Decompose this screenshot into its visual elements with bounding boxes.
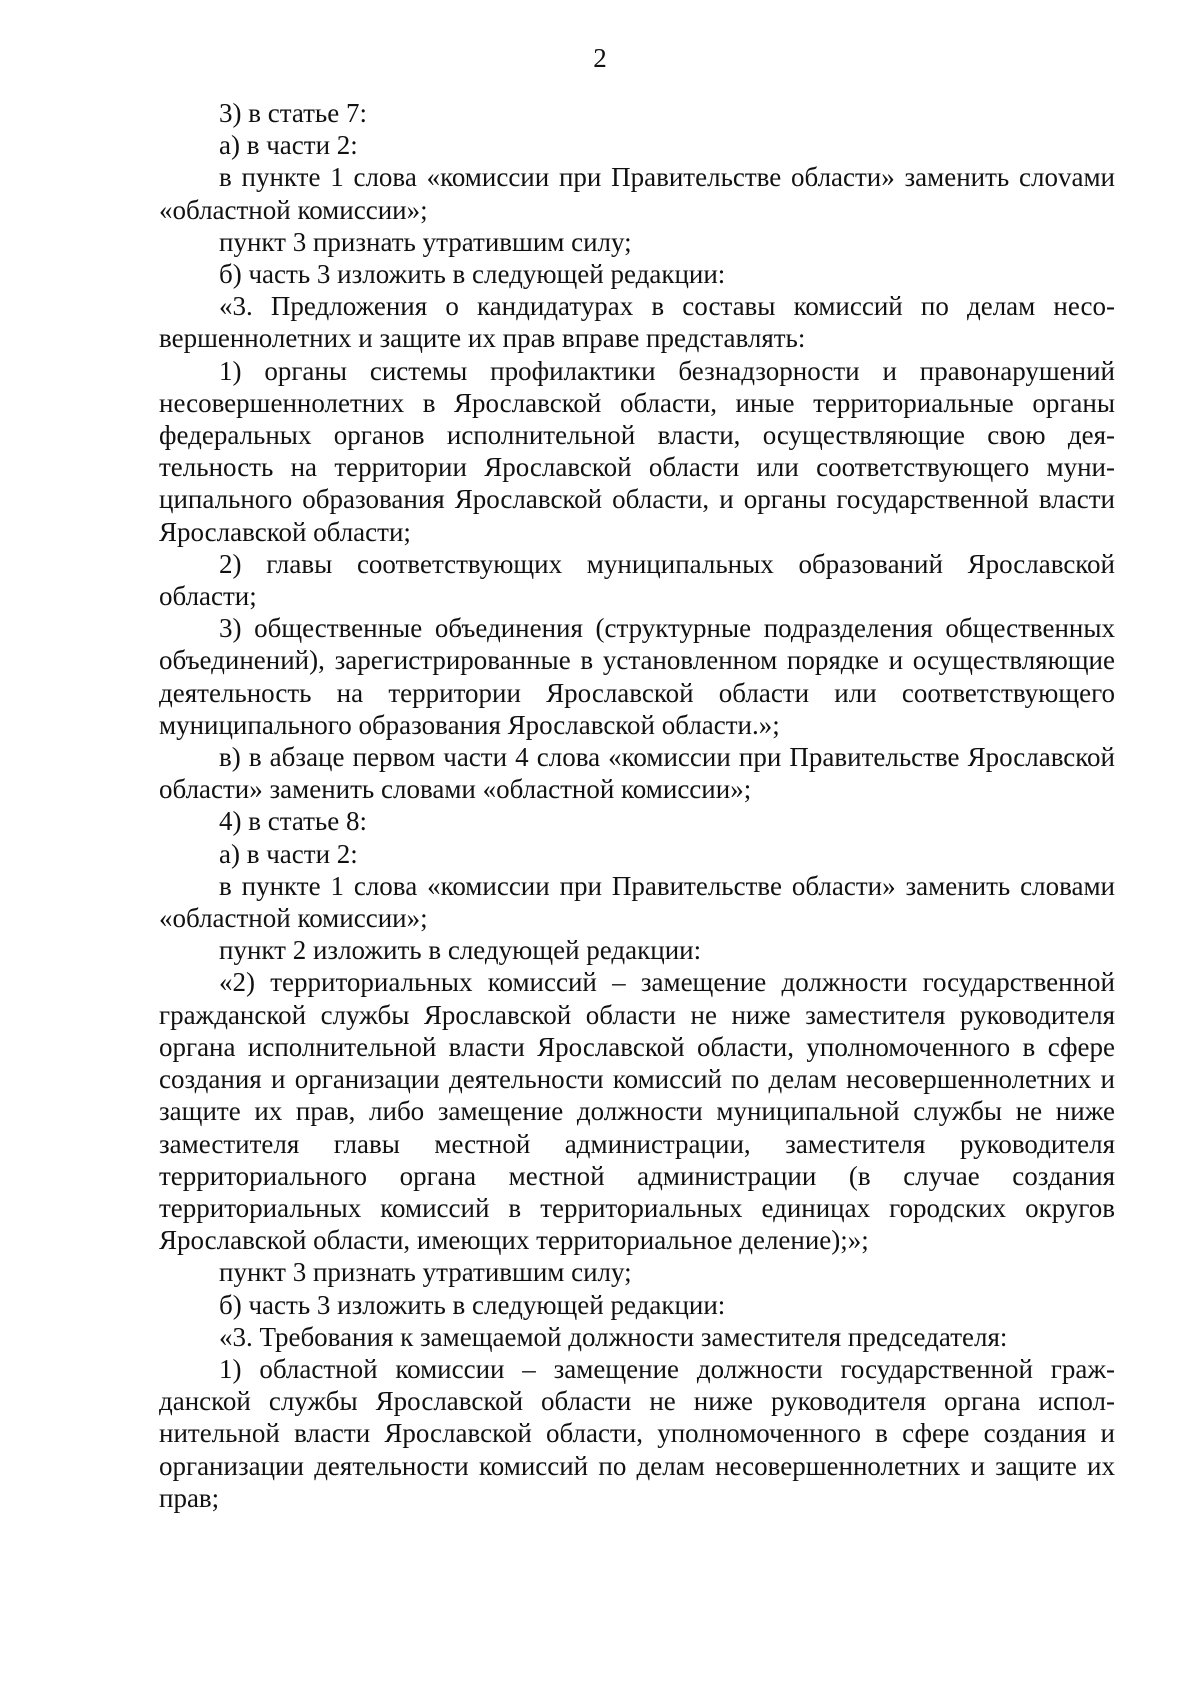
paragraph-part-2-header: а) в части 2: (219, 130, 358, 161)
paragraph-part-4-words: в) в абзаце первом части 4 слова «комиссии при Правительстве Ярославской области» заменить словами «областной комиссии»; (159, 742, 1115, 805)
document-body (159, 97, 1115, 1514)
paragraph-article-8-item-1: в пункте 1 слова «комиссии при Правительстве области» заменить словами «областной комиссии»; (159, 870, 1115, 934)
paragraph-article-8-part-2: а) в части 2: (219, 838, 358, 869)
paragraph-proposal-1: 1) органы системы профилактики безнадзорности и правонарушений несовершеннолетних в Ярославской области, иные территориальные органы федеральных органов исполнительной власти, осуществляющие свою деятельность на территории Ярославской области или соответствующего муниципального образования Ярославской области, и органы государственной власти Ярославской области; (159, 355, 1115, 547)
paragraph-item-1-words: в пункте 1 слова «комиссии при Правительстве области» заменить слоvами «областной комиссии»; (159, 162, 1115, 225)
paragraph-proposals: «3. Предложения о кандидатурах в составы комиссий по делам несовершеннолетних и защите их прав вправе представлять: (159, 291, 1115, 354)
paragraph-proposal-2: 2) главы соответствующих муниципальных образований Ярославской области; (159, 548, 1115, 612)
paragraph-article-8-item-3-void: пункт 3 признать утратившим силу; (219, 1257, 632, 1288)
paragraph-article-8-header: 4) в статье 8: (219, 806, 367, 837)
paragraph-deputy-requirements: «3. Требования к замещаемой должности заместителя председателя: (219, 1321, 1008, 1352)
paragraph-regional-commission: 1) областной комиссии – замещение должности государственной гражданской службы Ярославской области не ниже руководителя органа исполнительной власти Ярославской области, уполномоченного в сфере создания и организации деятельности комиссий по делам несовершеннолетних и защите их прав; (159, 1353, 1115, 1513)
paragraph-item-3-void: пункт 3 признать утратившим силу; (219, 226, 632, 257)
paragraph-item-2-edit: пункт 2 изложить в следующей редакции: (219, 935, 702, 966)
paragraph-article-8-part-3-edit: б) часть 3 изложить в следующей редакции: (219, 1289, 726, 1320)
paragraph-proposal-3: 3) общественные объединения (структурные подразделения общественных объединений), зарегистрированные в установленном порядке и осуществляющие деятельность на территории Ярославской области или соответствующего муниципального образования Ярославской области.»; (159, 613, 1115, 740)
paragraph-territorial-commissions: «2) территориальных комиссий – замещение должности государственной гражданской службы Ярославской области не ниже заместителя руководителя органа исполнительной власти Ярославской области, уполномоченного в сфере создания и организации деятельности комиссий по делам несовершеннолетних и защите их прав, либо замещение должности муниципальной службы не ниже заместителя главы местной администрации, заместителя руководителя территориального органа местной администрации (в случае создания территориальных комиссий в территориальных единицах городских округов Ярославской области, имеющих территориальное деление);»; (159, 967, 1115, 1256)
paragraph-part-3-edit: б) часть 3 изложить в следующей редакции: (219, 259, 726, 290)
paragraph-article-7-header: 3) в статье 7: (219, 98, 367, 128)
page-number: 2 (593, 43, 607, 73)
